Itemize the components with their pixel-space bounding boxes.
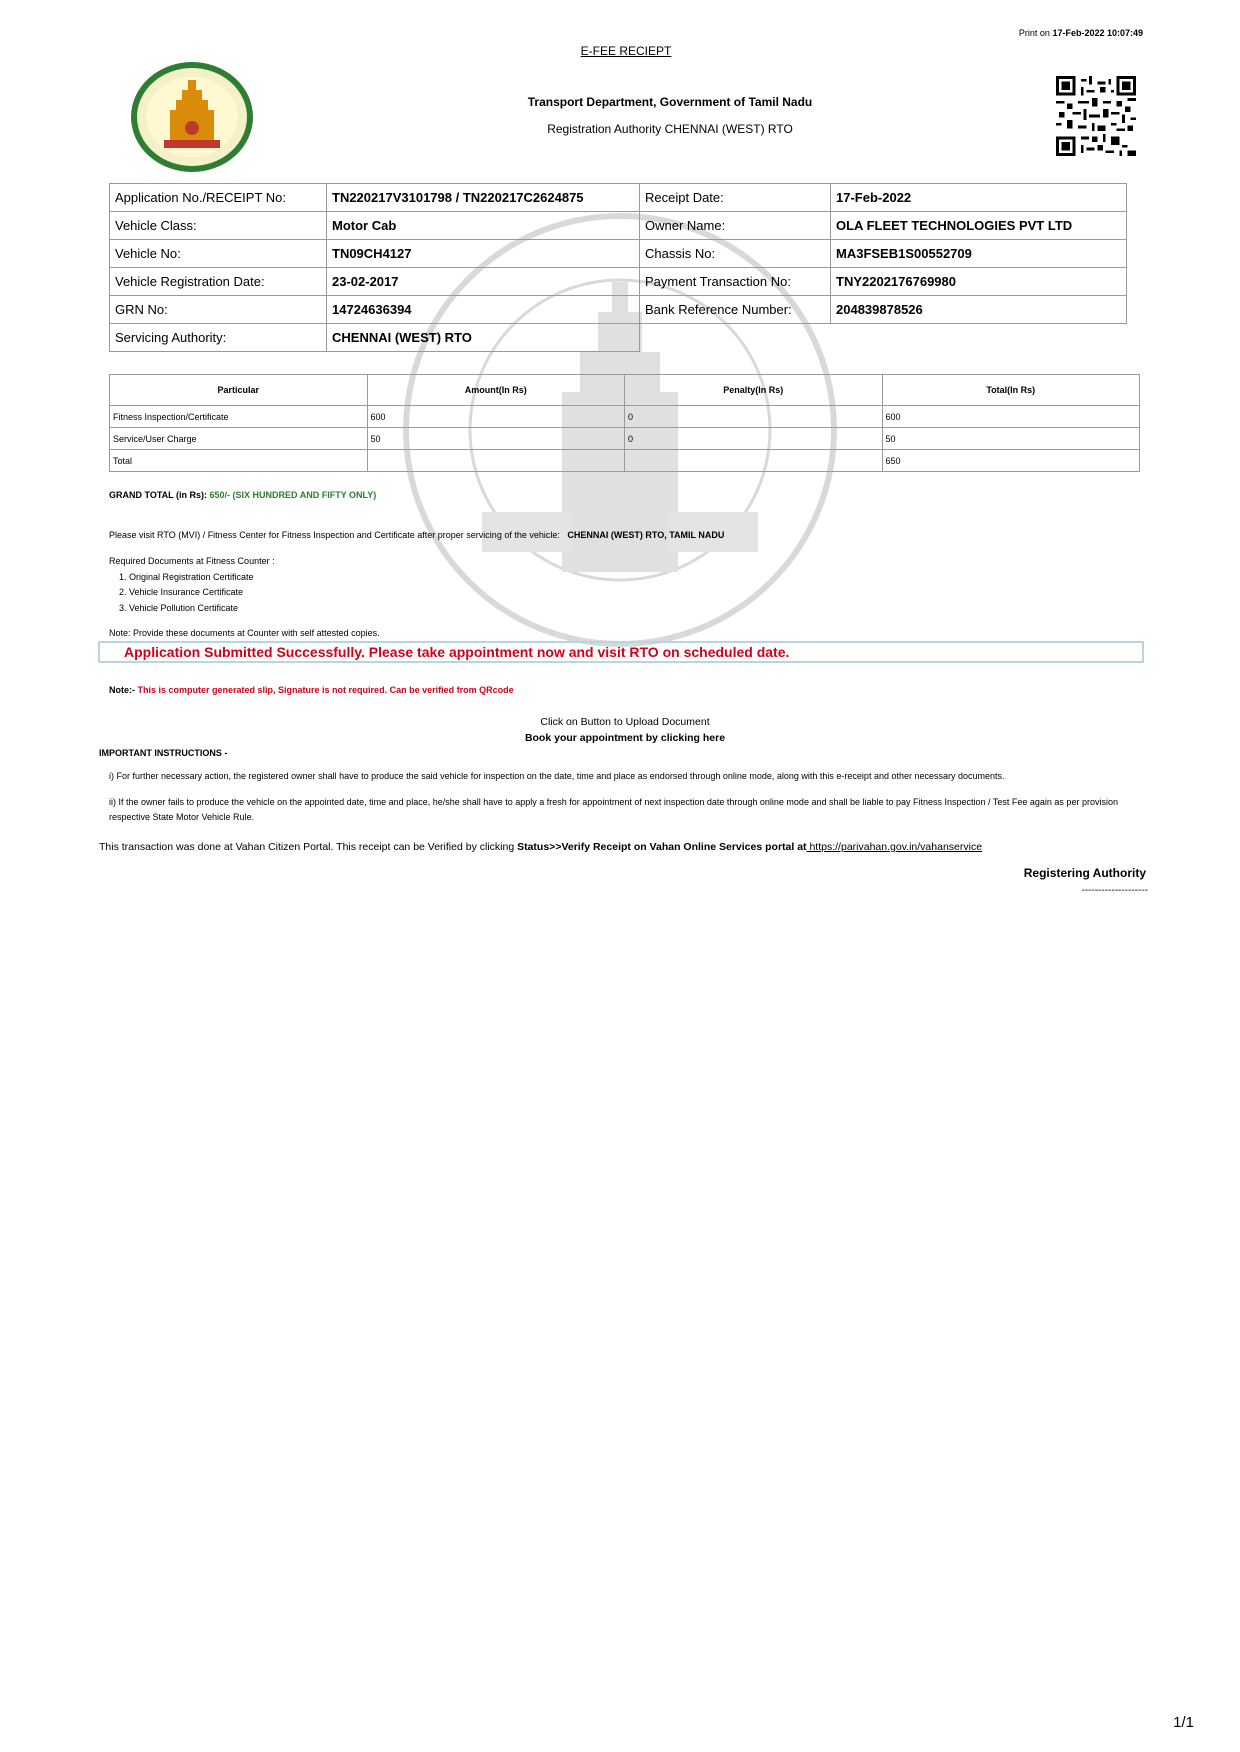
detail-label: Vehicle No: [110,240,327,268]
detail-value: 17-Feb-2022 [831,184,1127,212]
detail-value: 14724636394 [327,296,640,324]
table-row [110,428,1140,450]
detail-value: OLA FLEET TECHNOLOGIES PVT LTD [831,212,1127,240]
fee-cell: Fitness Inspection/Certificate [110,406,368,428]
department-heading: Transport Department, Government of Tamil Nadu [527,95,813,109]
registration-authority-heading: Registration Authority CHENNAI (WEST) RTO [547,122,793,136]
column-header: Penalty(In Rs) [625,375,883,406]
table-row [110,450,1140,472]
detail-value: TN220217V3101798 / TN220217C2624875 [327,184,640,212]
fee-cell: 600 [367,406,625,428]
fee-cell: Total [110,450,368,472]
detail-label: Vehicle Class: [110,212,327,240]
detail-value: TNY2202176769980 [831,268,1127,296]
column-header: Amount(In Rs) [367,375,625,406]
computer-generated-note: Note:- This is computer generated slip, Signature is not required. Can be verified from QRcode [109,685,514,695]
registering-authority-label: Registering Authority [1023,866,1146,880]
list-item: 3. Vehicle Pollution Certificate [129,601,275,617]
print-timestamp: Print on 17-Feb-2022 10:07:49 [1018,28,1143,38]
fee-cell: 0 [625,406,883,428]
detail-label: Vehicle Registration Date: [110,268,327,296]
tamil-nadu-emblem-icon [130,62,255,172]
fee-table [109,374,1140,472]
table-row [110,184,1127,212]
fee-cell: Service/User Charge [110,428,368,450]
list-item: 2. Vehicle Insurance Certificate [129,585,275,601]
table-row [110,324,1127,352]
detail-label: Bank Reference Number: [640,296,831,324]
grand-total: GRAND TOTAL (in Rs): 650/- (SIX HUNDRED AND FIFTY ONLY) [109,490,377,500]
instruction-item: i) For further necessary action, the registered owner shall have to produce the said vehicle for inspection on the date, time and place as endorsed through online mode, along with this e-receipt and other necessary documents. [109,771,1005,781]
column-header: Particular [110,375,368,406]
detail-label: Owner Name: [640,212,831,240]
table-row [110,240,1127,268]
detail-label: Receipt Date: [640,184,831,212]
detail-label: Payment Transaction No: [640,268,831,296]
table-row [110,406,1140,428]
visit-instruction: Please visit RTO (MVI) / Fitness Center for Fitness Inspection and Certificate after proper servicing of the vehicle: CHENNAI (WEST) RTO, TAMIL NADU [109,530,725,540]
important-instructions-heading: IMPORTANT INSTRUCTIONS - [99,748,228,758]
detail-value: Motor Cab [327,212,640,240]
fee-cell: 600 [882,406,1140,428]
fee-cell [367,450,625,472]
fee-cell: 50 [882,428,1140,450]
receipt-title: E-FEE RECIEPT [580,44,672,58]
detail-value: CHENNAI (WEST) RTO [327,324,640,352]
submission-success-banner: Application Submitted Successfully. Please take appointment now and visit RTO on scheduled date. [98,641,1144,663]
qr-code-icon [1056,76,1136,156]
fee-cell: 50 [367,428,625,450]
upload-document-text[interactable]: Click on Button to Upload Document [540,716,710,728]
detail-label: Application No./RECEIPT No: [110,184,327,212]
required-documents-list [109,570,275,617]
table-row [110,268,1127,296]
signature-line: -------------------- [1081,885,1148,896]
detail-label: Chassis No: [640,240,831,268]
table-row [110,296,1127,324]
page-number: 1/1 [1173,1714,1194,1731]
detail-label: GRN No: [110,296,327,324]
book-appointment-link[interactable]: Book your appointment by clicking here [524,732,726,744]
required-documents [109,554,275,616]
required-documents-heading: Required Documents at Fitness Counter : [109,556,275,566]
documents-note: Note: Provide these documents at Counter with self attested copies. [109,628,380,638]
fee-cell [625,450,883,472]
detail-value: 23-02-2017 [327,268,640,296]
transaction-verification-text: This transaction was done at Vahan Citizen Portal. This receipt can be Verified by clicking Status>>Verify Receipt on Vahan Online Services portal at https://parivahan.gov.in/vahanservice [99,841,983,853]
empty-cell [640,324,1127,352]
column-header: Total(In Rs) [882,375,1140,406]
fee-cell: 0 [625,428,883,450]
detail-value: TN09CH4127 [327,240,640,268]
vahan-service-link[interactable]: https://parivahan.gov.in/vahanservice [806,841,983,853]
list-item: 1. Original Registration Certificate [129,570,275,586]
detail-value: MA3FSEB1S00552709 [831,240,1127,268]
instruction-item: ii) If the owner fails to produce the vehicle on the appointed date, time and place, he/she shall have to apply a fresh for appointment of next inspection date through online mode and shall be liable to pay Fitness Inspection / Test Fee again as per provision respective State Motor Vehicle Rule. [109,797,1118,822]
detail-value: 204839878526 [831,296,1127,324]
receipt-details-table [109,183,1127,352]
fee-cell: 650 [882,450,1140,472]
table-header-row [110,375,1140,406]
detail-label: Servicing Authority: [110,324,327,352]
table-row [110,212,1127,240]
